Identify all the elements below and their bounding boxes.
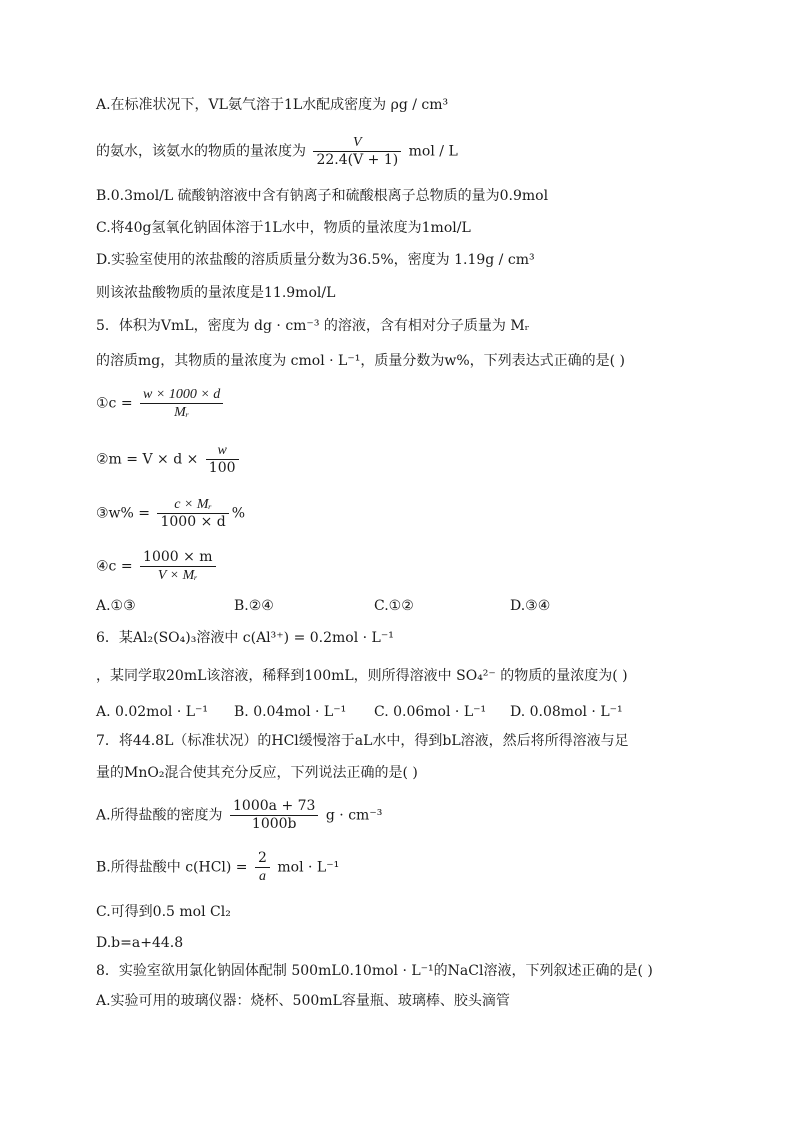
q7-option-d: D.b=a+44.8 [96, 935, 184, 951]
q5-formula-4: ④c = $\frac{1000 \times m}{\text{V × Mᵣ}}$ [96, 549, 219, 584]
q4-option-d-line1: D.实验室使用的浓盐酸的溶质质量分数为36.5%，密度为 1.19g / cm³ [96, 252, 535, 268]
q4-option-a-line1: A.在标准状况下，VL氨气溶于1L水配成密度为 ρg / cm³ [96, 97, 449, 113]
q4-option-a-text: 的氨水，该氨水的物质的量浓度为 [96, 143, 306, 160]
q4-option-b: B.0.3mol/L 硫酸钠溶液中含有钠离子和硫酸根离子总物质的量为0.9mol [96, 188, 549, 204]
q5-stem-line2: 的溶质mg，其物质的量浓度为 cmol · L⁻¹，质量分数为w%，下列表达式正确的是( ) [96, 353, 626, 369]
q5-formula-1: ①c = $\frac{w \times 1000 \times d}{\text{Mᵣ}}$ [96, 386, 226, 421]
q6-option-c: C. 0.06mol · L⁻¹ [374, 704, 487, 720]
q5-formula-2: ②m = V × d × $\frac{w}{100}$ [96, 442, 242, 477]
q4-option-a-line2 [96, 134, 458, 169]
q8-stem-line1: 8．实验室欲用氯化钠固体配制 500mL0.10mol · L⁻¹的NaCl溶液，下列叙述正确的是( ) [96, 963, 653, 979]
q7-stem-line1: 7．将44.8L（标准状况）的HCl缓慢溶于aL水中，得到bL溶液，然后将所得溶液与足 [96, 733, 629, 749]
q5-option-a: A.①③ [96, 598, 136, 614]
q7-stem-line2: 量的MnO₂混合使其充分反应，下列说法正确的是( ) [96, 765, 418, 781]
q7-option-b: B.所得盐酸中 c(HCl) = $\frac{2}{a}$ mol · L⁻¹ [96, 850, 340, 884]
q5-option-d: D.③④ [510, 598, 551, 614]
q6-option-a: A. 0.02mol · L⁻¹ [96, 704, 209, 720]
q5-stem-line1: 5．体积为VmL，密度为 dg · cm⁻³ 的溶液，含有相对分子质量为 Mᵣ [96, 318, 530, 334]
q5-option-c: C.①② [374, 598, 414, 614]
q4-option-d-line2: 则该浓盐酸物质的量浓度是11.9mol/L [96, 285, 336, 301]
q7-option-c: C.可得到0.5 mol Cl₂ [96, 904, 231, 920]
q4-option-a-unit: mol / L [408, 143, 458, 160]
q4-option-a-fraction: $\frac{V}{22.4(V + 1)}$ [313, 134, 401, 169]
q8-option-a: A.实验可用的玻璃仪器：烧杯、500mL容量瓶、玻璃棒、胶头滴管 [96, 993, 510, 1009]
q6-option-d: D. 0.08mol · L⁻¹ [510, 704, 623, 720]
q6-option-b: B. 0.04mol · L⁻¹ [234, 704, 347, 720]
q5-option-b: B.②④ [234, 598, 274, 614]
q4-option-c: C.将40g氢氧化钠固体溶于1L水中，物质的量浓度为1mol/L [96, 220, 471, 236]
q6-stem-line2: ，某同学取20mL该溶液，稀释到100mL，则所得溶液中 SO₄²⁻ 的物质的量浓度为( ) [96, 668, 628, 684]
q5-formula-3: ③w% = $\frac{\text{c × Mᵣ}}{1000 \times d}$ % [96, 497, 246, 530]
q7-option-a: A.所得盐酸的密度为 $\frac{1000a + 73}{1000b}$ g · cm⁻³ [96, 798, 383, 832]
q6-stem-line1: 6．某Al₂(SO₄)₃溶液中 c(Al³⁺) = 0.2mol · L⁻¹ [96, 630, 394, 646]
